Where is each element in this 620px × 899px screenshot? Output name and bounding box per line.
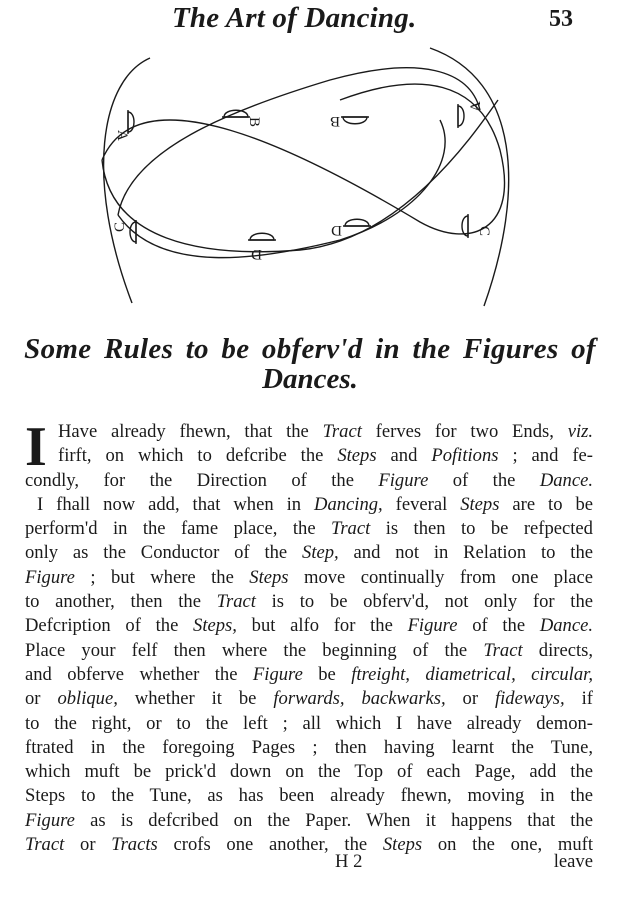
italic-text-run: fideways, bbox=[494, 688, 565, 710]
italic-text-run: backwarks, bbox=[361, 688, 446, 710]
italic-text-run: circular, bbox=[531, 663, 593, 685]
text-line bbox=[25, 663, 593, 687]
text-run: which muft be prick'd down on the Top of each Page, add the bbox=[25, 761, 593, 783]
italic-text-run: Tract bbox=[216, 591, 256, 613]
italic-text-run: Steps bbox=[460, 493, 500, 515]
drop-cap: I bbox=[25, 416, 47, 478]
dance-figure-diagram bbox=[0, 40, 620, 330]
text-line bbox=[25, 493, 593, 517]
italic-text-run: Figure bbox=[25, 566, 75, 588]
text-line bbox=[25, 760, 593, 784]
text-run: and obferve whether the bbox=[25, 663, 253, 685]
text-run: be bbox=[302, 663, 352, 685]
italic-text-run: Tract bbox=[322, 421, 362, 442]
text-run: Have already fhewn, that the bbox=[58, 421, 323, 442]
text-run bbox=[410, 664, 425, 685]
italic-text-run: Tract bbox=[483, 639, 523, 661]
figure-tract-curve bbox=[118, 120, 445, 258]
figure-position-marker bbox=[458, 104, 464, 128]
text-run: to the right, or to the left ; all which I have already demon- bbox=[25, 712, 593, 734]
text-line bbox=[25, 784, 593, 808]
text-run: ; and fe- bbox=[498, 445, 593, 467]
text-line bbox=[25, 639, 593, 663]
section-heading-line: Some Rules to be obferv'd in the Figures of bbox=[24, 333, 596, 365]
figure-label: D bbox=[251, 246, 262, 262]
italic-text-run: Tract bbox=[25, 834, 65, 856]
italic-text-run: forwards, bbox=[273, 688, 345, 710]
italic-text-run: Steps bbox=[249, 566, 289, 588]
italic-text-run: Pofitions bbox=[431, 445, 499, 467]
figure-label: C bbox=[476, 226, 492, 237]
text-run: condly, for the Direction of the bbox=[25, 469, 379, 491]
italic-text-run: ftreight, bbox=[351, 663, 410, 685]
italic-text-run: viz. bbox=[567, 421, 593, 442]
figure-position-marker bbox=[248, 233, 276, 240]
text-line bbox=[25, 687, 593, 711]
text-run: whether it be bbox=[117, 688, 274, 710]
text-run: are to be bbox=[499, 493, 593, 515]
text-run: crofs one another, the bbox=[157, 834, 383, 856]
text-line bbox=[25, 517, 593, 541]
text-line bbox=[25, 614, 593, 638]
section-heading-line: Dances. bbox=[262, 363, 358, 395]
figure-label: C bbox=[112, 221, 128, 232]
text-line bbox=[25, 590, 593, 614]
catchword: leave bbox=[553, 851, 593, 872]
page-footer bbox=[25, 851, 593, 875]
italic-text-run: Dance. bbox=[539, 615, 594, 637]
figure-position-marker bbox=[341, 117, 369, 124]
text-run bbox=[516, 664, 531, 685]
text-run: and not in Relation to the bbox=[338, 542, 594, 564]
figure-outer-arc-left bbox=[104, 58, 150, 303]
italic-text-run: Figure bbox=[407, 615, 458, 637]
text-run: of the bbox=[428, 469, 540, 491]
text-run: is then to be refpected bbox=[370, 518, 593, 540]
italic-text-run: diametrical, bbox=[425, 663, 516, 685]
figure-position-marker bbox=[343, 219, 371, 226]
text-run: is to be obferv'd, not only for the bbox=[255, 591, 593, 613]
text-run: Steps to the Tune, as has been already fhewn, moving in the bbox=[25, 785, 593, 807]
text-run: firft, on which to defcribe the bbox=[58, 445, 338, 467]
text-run: but alfo for the bbox=[236, 615, 408, 637]
text-run: Defcription of the bbox=[25, 615, 194, 637]
text-run: directs, bbox=[522, 639, 593, 661]
italic-text-run: Steps, bbox=[193, 615, 237, 637]
text-line bbox=[25, 809, 593, 833]
text-run: or bbox=[445, 688, 495, 710]
italic-text-run: Dancing, bbox=[314, 493, 383, 515]
italic-text-run: Steps bbox=[337, 445, 377, 467]
text-run bbox=[345, 688, 362, 709]
text-run: move continually from one place bbox=[288, 566, 593, 588]
text-run: of the bbox=[457, 615, 540, 637]
text-run: as is defcribed on the Paper. When it happens that the bbox=[74, 809, 593, 831]
text-line bbox=[25, 541, 593, 565]
running-title: The Art of Dancing. bbox=[172, 2, 417, 34]
italic-text-run: Dance. bbox=[539, 469, 593, 491]
text-run: only as the Conductor of the bbox=[25, 542, 303, 564]
italic-text-run: Steps bbox=[382, 834, 423, 856]
italic-text-run: Step, bbox=[302, 542, 339, 564]
text-run: ferves for two Ends, bbox=[361, 421, 568, 442]
italic-text-run: Tracts bbox=[111, 834, 158, 856]
text-run: and bbox=[376, 445, 432, 467]
signature-mark: H 2 bbox=[335, 851, 363, 872]
text-run: perform'd in the fame place, the bbox=[25, 518, 331, 540]
text-run: to another, then the bbox=[25, 591, 217, 613]
text-run: ; but where the bbox=[74, 566, 250, 588]
figure-label: B bbox=[329, 113, 340, 129]
text-run: Place your felf then where the beginning of the bbox=[25, 639, 484, 661]
page-number: 53 bbox=[549, 6, 573, 32]
body-text bbox=[25, 416, 594, 857]
figure-tract-curve bbox=[102, 100, 498, 252]
italic-text-run: Figure bbox=[252, 663, 303, 685]
figure-label: A bbox=[468, 101, 484, 112]
text-run: on the one, muft bbox=[422, 834, 593, 856]
text-line bbox=[25, 712, 593, 736]
italic-text-run: Figure bbox=[25, 809, 75, 831]
figure-tract-curve bbox=[102, 84, 505, 237]
text-line bbox=[25, 469, 593, 493]
italic-text-run: Tract bbox=[331, 518, 371, 540]
text-line bbox=[25, 420, 593, 444]
figure-position-marker bbox=[222, 110, 250, 117]
italic-text-run: Figure bbox=[378, 469, 429, 491]
text-run: feveral bbox=[382, 493, 461, 515]
figure-label: D bbox=[331, 222, 342, 238]
text-run: ftrated in the foregoing Pages ; then having learnt the Tune, bbox=[25, 736, 593, 758]
text-run: or bbox=[64, 834, 112, 856]
section-heading bbox=[20, 334, 600, 394]
text-line bbox=[25, 444, 593, 468]
text-line bbox=[25, 736, 593, 760]
text-run: I fhall now add, that when in bbox=[37, 493, 315, 515]
text-line bbox=[25, 566, 593, 590]
italic-text-run: oblique, bbox=[57, 688, 118, 710]
text-run: or bbox=[25, 688, 58, 710]
figure-tract-curve bbox=[118, 68, 480, 215]
text-run: if bbox=[564, 688, 593, 710]
figure-label: A bbox=[114, 130, 130, 141]
figure-label: B bbox=[246, 117, 262, 128]
